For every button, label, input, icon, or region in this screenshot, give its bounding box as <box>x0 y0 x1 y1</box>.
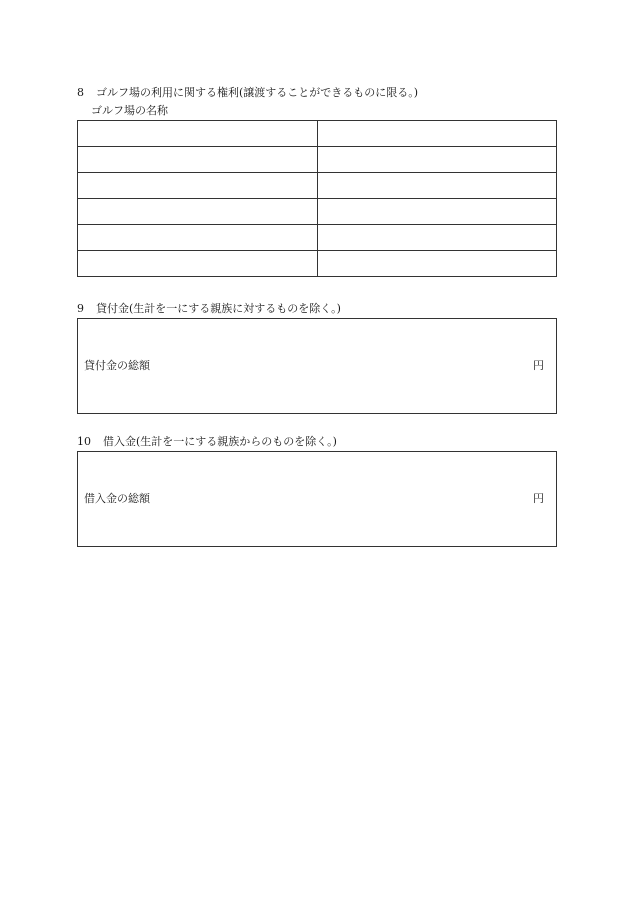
golf-course-name-cell[interactable] <box>78 173 318 199</box>
borrowing-total-box[interactable] <box>77 451 557 547</box>
section-8-title: ゴルフ場の利用に関する権利(譲渡することができるものに限る。) <box>96 86 419 99</box>
golf-course-table <box>77 120 557 277</box>
borrowing-total-unit: 円 <box>533 492 544 505</box>
golf-course-detail-cell[interactable] <box>317 225 557 251</box>
golf-course-detail-cell[interactable] <box>317 121 557 147</box>
section-10-number: 10 <box>77 435 91 448</box>
section-10-title: 借入金(生計を一にする親族からのものを除く。) <box>103 435 337 448</box>
section-8-number: 8 <box>77 86 84 99</box>
golf-course-name-cell[interactable] <box>78 121 318 147</box>
golf-course-name-label: ゴルフ場の名称 <box>91 104 168 117</box>
table-row <box>78 147 557 173</box>
section-9-heading <box>77 302 341 316</box>
golf-course-detail-cell[interactable] <box>317 147 557 173</box>
golf-course-detail-cell[interactable] <box>317 173 557 199</box>
borrowing-total-label: 借入金の総額 <box>84 492 150 505</box>
table-row <box>78 199 557 225</box>
table-row <box>78 251 557 277</box>
section-9-title: 貸付金(生計を一にする親族に対するものを除く。) <box>96 302 341 315</box>
golf-course-name-cell[interactable] <box>78 199 318 225</box>
table-row <box>78 173 557 199</box>
loan-total-label: 貸付金の総額 <box>84 359 150 372</box>
section-9-number: 9 <box>77 302 84 315</box>
golf-course-detail-cell[interactable] <box>317 251 557 277</box>
golf-course-name-cell[interactable] <box>78 147 318 173</box>
golf-course-name-cell[interactable] <box>78 225 318 251</box>
section-8-heading <box>77 86 418 100</box>
golf-course-detail-cell[interactable] <box>317 199 557 225</box>
loan-total-unit: 円 <box>533 359 544 372</box>
section-10-heading <box>77 435 337 449</box>
table-row <box>78 225 557 251</box>
table-row <box>78 121 557 147</box>
loan-total-box[interactable] <box>77 318 557 414</box>
golf-course-name-cell[interactable] <box>78 251 318 277</box>
